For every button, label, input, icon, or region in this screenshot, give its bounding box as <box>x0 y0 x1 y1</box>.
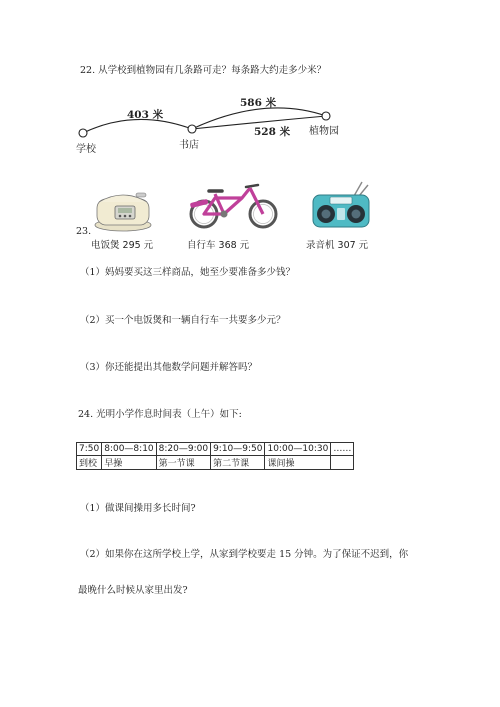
place-school: 学校 <box>76 144 96 155</box>
rice-cooker-icon <box>92 187 154 233</box>
table-cell: 第一节课 <box>156 456 210 470</box>
table-cell: …… <box>331 443 354 456</box>
price-radio: 录音机 307 元 <box>306 240 369 251</box>
price-bicycle: 自行车 368 元 <box>187 240 250 251</box>
bicycle-icon <box>184 180 284 232</box>
q23-sub1: （1）妈妈要买这三样商品，她至少要准备多少钱？ <box>80 267 296 278</box>
q24-sub2-line2: 最晚什么时候从家里出发? <box>78 585 188 596</box>
schedule-table <box>76 442 354 470</box>
table-cell: 第二节课 <box>211 456 265 470</box>
table-row <box>77 456 354 470</box>
table-cell: 7:50 <box>77 443 102 456</box>
table-cell: 9:10—9:50 <box>211 443 265 456</box>
table-cell: 到校 <box>77 456 102 470</box>
table-cell: 早操 <box>102 456 156 470</box>
price-rice-cooker: 电饭煲 295 元 <box>91 240 154 251</box>
table-cell <box>331 456 354 470</box>
table-cell: 10:00—10:30 <box>265 443 331 456</box>
q22-text: 22. 从学校到植物园有几条路可走？每条路大约走多少米？ <box>80 65 327 76</box>
bookstore-node <box>188 125 196 133</box>
place-bookstore: 书店 <box>179 140 199 151</box>
q24-sub1: （1）做课间操用多长时间? <box>80 503 196 514</box>
q23-number: 23. <box>76 226 92 237</box>
q23-sub3: （3）你还能提出其他数学问题并解答吗？ <box>80 362 258 373</box>
distance-528: 528 米 <box>254 126 291 138</box>
q24-title: 24. 光明小学作息时间表（上午）如下: <box>78 409 242 420</box>
garden-node <box>322 112 330 120</box>
distance-586: 586 米 <box>240 97 277 109</box>
table-cell: 8:00—8:10 <box>102 443 156 456</box>
table-row <box>77 443 354 456</box>
place-garden: 植物园 <box>309 126 339 137</box>
radio-icon <box>310 181 372 231</box>
q24-sub2-line1: （2）如果你在这所学校上学，从家到学校要走 15 分钟。为了保证不迟到，你 <box>80 549 409 560</box>
table-cell: 8:20—9:00 <box>156 443 210 456</box>
school-node <box>79 129 87 137</box>
q23-sub2: （2）买一个电饭煲和一辆自行车一共要多少元？ <box>80 315 286 326</box>
table-cell: 课间操 <box>265 456 331 470</box>
route-diagram <box>0 0 500 170</box>
distance-403: 403 米 <box>127 109 164 121</box>
